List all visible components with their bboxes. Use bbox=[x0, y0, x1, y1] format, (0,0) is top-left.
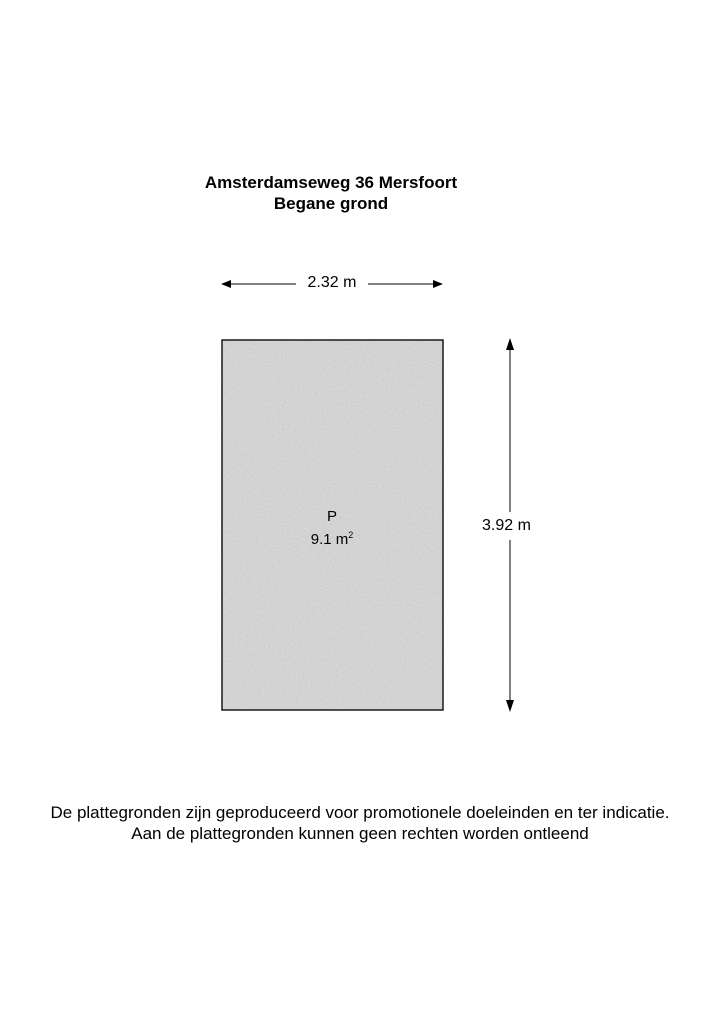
floorplan-address-title: Amsterdamseweg 36 Mersfoort bbox=[204, 173, 458, 192]
height-dimension-label: 3.92 m bbox=[482, 517, 531, 534]
room-code-label: P bbox=[326, 508, 337, 525]
room-area-value: 9.1 m bbox=[310, 531, 349, 548]
floor-level-title: Begane grond bbox=[273, 194, 389, 213]
disclaimer-line-1: De plattegronden zijn geproduceerd voor promotionele doeleinden en ter indicatie. bbox=[50, 803, 670, 822]
width-dimension-label: 2.32 m bbox=[307, 274, 357, 291]
room-area-label bbox=[290, 526, 374, 549]
room-area-exponent: 2 bbox=[348, 530, 354, 540]
disclaimer-line-2: Aan de plattegronden kunnen geen rechten worden ontleend bbox=[131, 824, 589, 843]
